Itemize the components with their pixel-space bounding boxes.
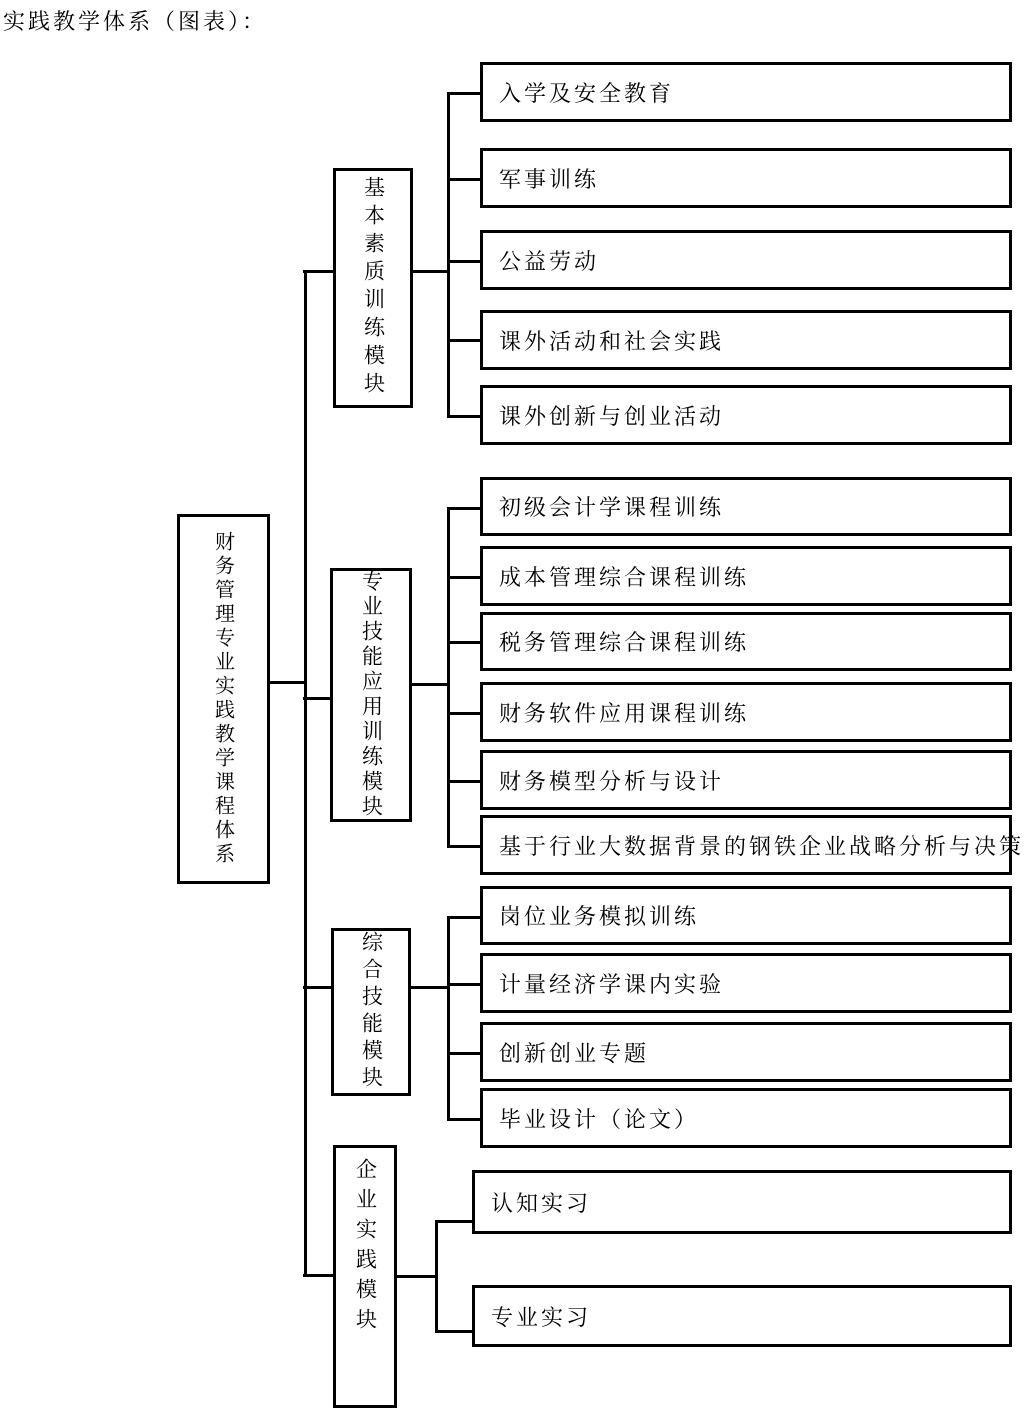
connector-root-stub-line	[270, 681, 307, 684]
module-node-label: 综合技能模块	[359, 931, 384, 1093]
connector-stub-line	[447, 641, 480, 644]
connector-stub-line	[447, 983, 480, 986]
connector-branch-line	[435, 1220, 438, 1333]
leaf-node-extracurricular-social-practice: 课外活动和社会实践	[480, 310, 1012, 370]
leaf-node-post-business-simulation: 岗位业务模拟训练	[480, 886, 1012, 945]
connector-stub-line	[435, 1330, 472, 1333]
module-node-label: 基本素质训练模块	[361, 176, 386, 400]
connector-stub-line	[303, 1274, 334, 1277]
connector-stub-line	[435, 1220, 472, 1223]
connector-stub-line	[447, 507, 480, 510]
connector-stub-line	[447, 260, 480, 263]
connector-stub-line	[303, 986, 332, 989]
module-node-enterprise-practice	[333, 1145, 397, 1408]
connector-stub-line	[303, 270, 333, 273]
connector-stub-line	[447, 92, 480, 95]
connector-stub-line	[303, 697, 331, 700]
leaf-node-financial-model-design: 财务模型分析与设计	[480, 750, 1012, 810]
leaf-node-cognitive-internship: 认知实习	[472, 1170, 1012, 1234]
connector-stub-line	[447, 1118, 480, 1121]
connector-stub-line	[447, 780, 480, 783]
module-node-comprehensive-skills	[331, 928, 411, 1096]
leaf-node-military-training: 军事训练	[480, 148, 1012, 208]
root-node-label: 财务管理专业实践教学课程体系	[211, 531, 236, 867]
connector-stub-line	[447, 845, 480, 848]
page-title: 实践教学体系（图表）：	[3, 10, 268, 35]
connector-stub-line	[447, 1052, 480, 1055]
leaf-node-elementary-accounting-training: 初级会计学课程训练	[480, 477, 1012, 536]
leaf-node-public-welfare-labor: 公益劳动	[480, 230, 1012, 290]
root-node-financial-management-curriculum	[177, 514, 270, 884]
module-node-label: 专业技能应用训练模块	[359, 570, 384, 820]
leaf-node-extracurricular-innovation: 课外创新与创业活动	[480, 385, 1012, 445]
connector-stub-line	[447, 339, 480, 342]
module-node-professional-skills	[330, 568, 412, 822]
connector-stub-line	[413, 270, 449, 273]
connector-branch-line	[447, 916, 450, 1121]
connector-stub-line	[447, 178, 480, 181]
connector-stub-line	[447, 916, 480, 919]
leaf-node-financial-software-training: 财务软件应用课程训练	[480, 682, 1012, 742]
connector-stub-line	[411, 986, 449, 989]
module-node-basic-quality	[333, 168, 413, 408]
leaf-node-innovation-entrepreneurship-topic: 创新创业专题	[480, 1022, 1012, 1082]
connector-stub-line	[412, 683, 449, 686]
leaf-node-cost-management-training: 成本管理综合课程训练	[480, 546, 1012, 606]
connector-trunk-line	[304, 270, 307, 1277]
connector-stub-line	[397, 1275, 437, 1278]
leaf-node-enrollment-safety-education: 入学及安全教育	[480, 62, 1012, 122]
leaf-node-graduation-design-thesis: 毕业设计（论文）	[480, 1088, 1012, 1148]
connector-branch-line	[447, 92, 450, 418]
connector-stub-line	[447, 712, 480, 715]
leaf-node-professional-internship: 专业实习	[472, 1285, 1012, 1347]
leaf-node-econometrics-experiment: 计量经济学课内实验	[480, 953, 1012, 1013]
leaf-node-tax-management-training: 税务管理综合课程训练	[480, 612, 1012, 671]
module-node-label: 企业实践模块	[353, 1158, 378, 1338]
connector-stub-line	[447, 576, 480, 579]
connector-stub-line	[447, 415, 480, 418]
connector-branch-line	[447, 507, 450, 848]
leaf-node-big-data-steel-strategy: 基于行业大数据背景的钢铁企业战略分析与决策	[480, 815, 1012, 875]
